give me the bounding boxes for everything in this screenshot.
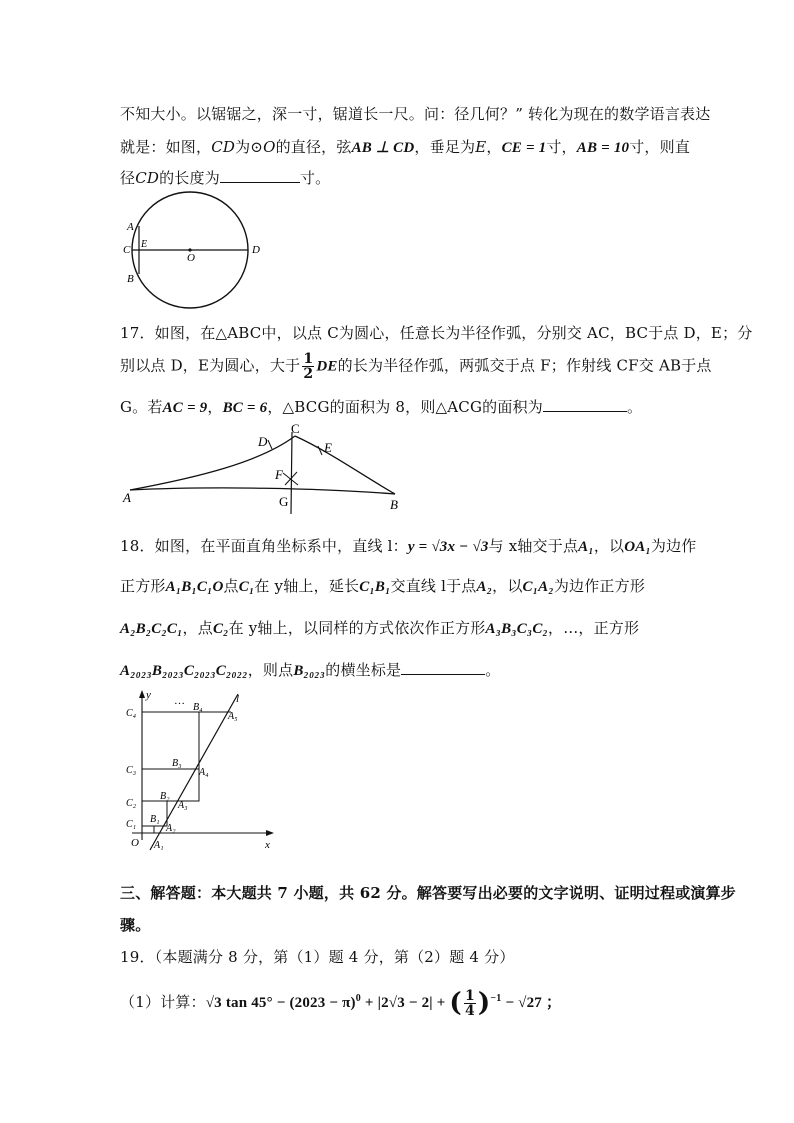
side-ab xyxy=(130,488,395,494)
label-c1: C₁ xyxy=(126,819,137,830)
label-e: E xyxy=(324,440,332,455)
label-a: A xyxy=(123,490,131,505)
q18-line-3: A₂B₂C₂C₁，点C₂在 y轴上，以同样的方式依次作正方形A₃B₃C₃C₂，…，正方形 xyxy=(120,619,640,637)
label-c: C xyxy=(123,244,131,256)
q17-line-2: 别以点 D，E为圆心，大于 $\frac{1}{2}$ DE的长为半径作弧，两弧交于点 F；作射线 CF交 AB于点 xyxy=(120,351,712,382)
q19-title: 19．（本题满分 8 分，第（1）题 4 分，第（2）题 4 分） xyxy=(120,948,515,966)
q18-line-4: A₂₀₂₃B₂₀₂₃C₂₀₂₃C₂₀₂₂，则点B₂₀₂₃的横坐标是 。 xyxy=(120,661,501,679)
line-l xyxy=(150,694,238,850)
q18-coordinate-figure xyxy=(122,688,287,856)
answer-blank xyxy=(220,168,300,183)
label-c: C xyxy=(291,422,300,436)
label-a1: A₁ xyxy=(154,840,164,851)
q16-line-3: 径CD的长度为 寸。 xyxy=(120,169,331,187)
section-3-heading: 三、解答题：本大题共 7 小题，共 62 分。解答要写出必要的文字说明、证明过程或演算步 xyxy=(120,884,737,902)
label-f: F xyxy=(275,467,283,482)
label-b3: B₃ xyxy=(172,758,182,769)
label-a: A xyxy=(127,221,134,233)
label-y: y xyxy=(146,689,151,701)
label-c4: C₄ xyxy=(126,708,137,719)
label-o: O xyxy=(131,837,139,849)
q19-part-1: （1）计算：√3 $\tan 45^\circ - (2023 - \pi)^0 + |2√3 - 2|$ + ( $\frac{1}{4}$ )$^{-1}$ − √27 ； xyxy=(120,987,562,1019)
label-b: B xyxy=(127,273,134,285)
label-g: G xyxy=(279,494,289,509)
label-c2: C₂ xyxy=(126,798,137,809)
label-d: D xyxy=(252,244,260,256)
q16-circle-figure xyxy=(115,190,275,315)
section-3-heading-cont: 骤。 xyxy=(120,916,151,934)
label-l: l xyxy=(236,693,240,705)
label-b1: B₁ xyxy=(150,814,160,825)
label-x: x xyxy=(265,839,270,851)
q17-line-1: 17．如图，在△ABC中，以点 C为圆心，任意长为半径作弧，分别交 AC，BC于点 D，E；分 xyxy=(120,324,753,342)
answer-blank xyxy=(543,397,627,412)
side-bc xyxy=(295,436,395,494)
label-b2: B₂ xyxy=(160,791,170,802)
q17-triangle-figure xyxy=(120,422,410,517)
label-o: O xyxy=(187,252,195,264)
q18-line-1: 18．如图，在平面直角坐标系中，直线 l：y = √3x − √3与 x轴交于点A₁，以OA₁为边作 xyxy=(120,537,697,555)
label-a2: A₂ xyxy=(166,823,176,834)
answer-blank xyxy=(401,660,485,675)
label-e: E xyxy=(141,239,148,250)
ray-cf xyxy=(291,432,292,514)
label-a3: A₃ xyxy=(178,800,188,811)
label-a5: A₅ xyxy=(228,711,238,722)
q16-line-1: 不知大小。以锯锯之，深一寸，锯道长一尺。问：径几何？” 转化为现在的数学语言表达 xyxy=(120,105,711,123)
q16-line-2: 就是：如图，CD为⊙O的直径，弦AB ⊥ CD，垂足为E，CE = 1寸，AB = 10寸，则直 xyxy=(120,138,691,156)
label-d: D xyxy=(258,434,268,449)
label-b: B xyxy=(390,497,398,512)
q17-line-3: G。若AC = 9，BC = 6，△BCG的面积为 8，则△ACG的面积为 。 xyxy=(120,398,643,416)
q18-line-2: 正方形A₁B₁C₁O点C₁在 y轴上，延长C₁B₁交直线 l于点A₂，以C₁A₂为边作正方形 xyxy=(120,577,646,595)
label-b4: B₄ xyxy=(193,702,203,713)
label-dots: … xyxy=(174,695,185,707)
fraction-half: $\frac{1}{2}$ xyxy=(303,351,314,382)
label-c3: C₃ xyxy=(126,765,137,776)
label-a4: A₄ xyxy=(199,767,209,778)
